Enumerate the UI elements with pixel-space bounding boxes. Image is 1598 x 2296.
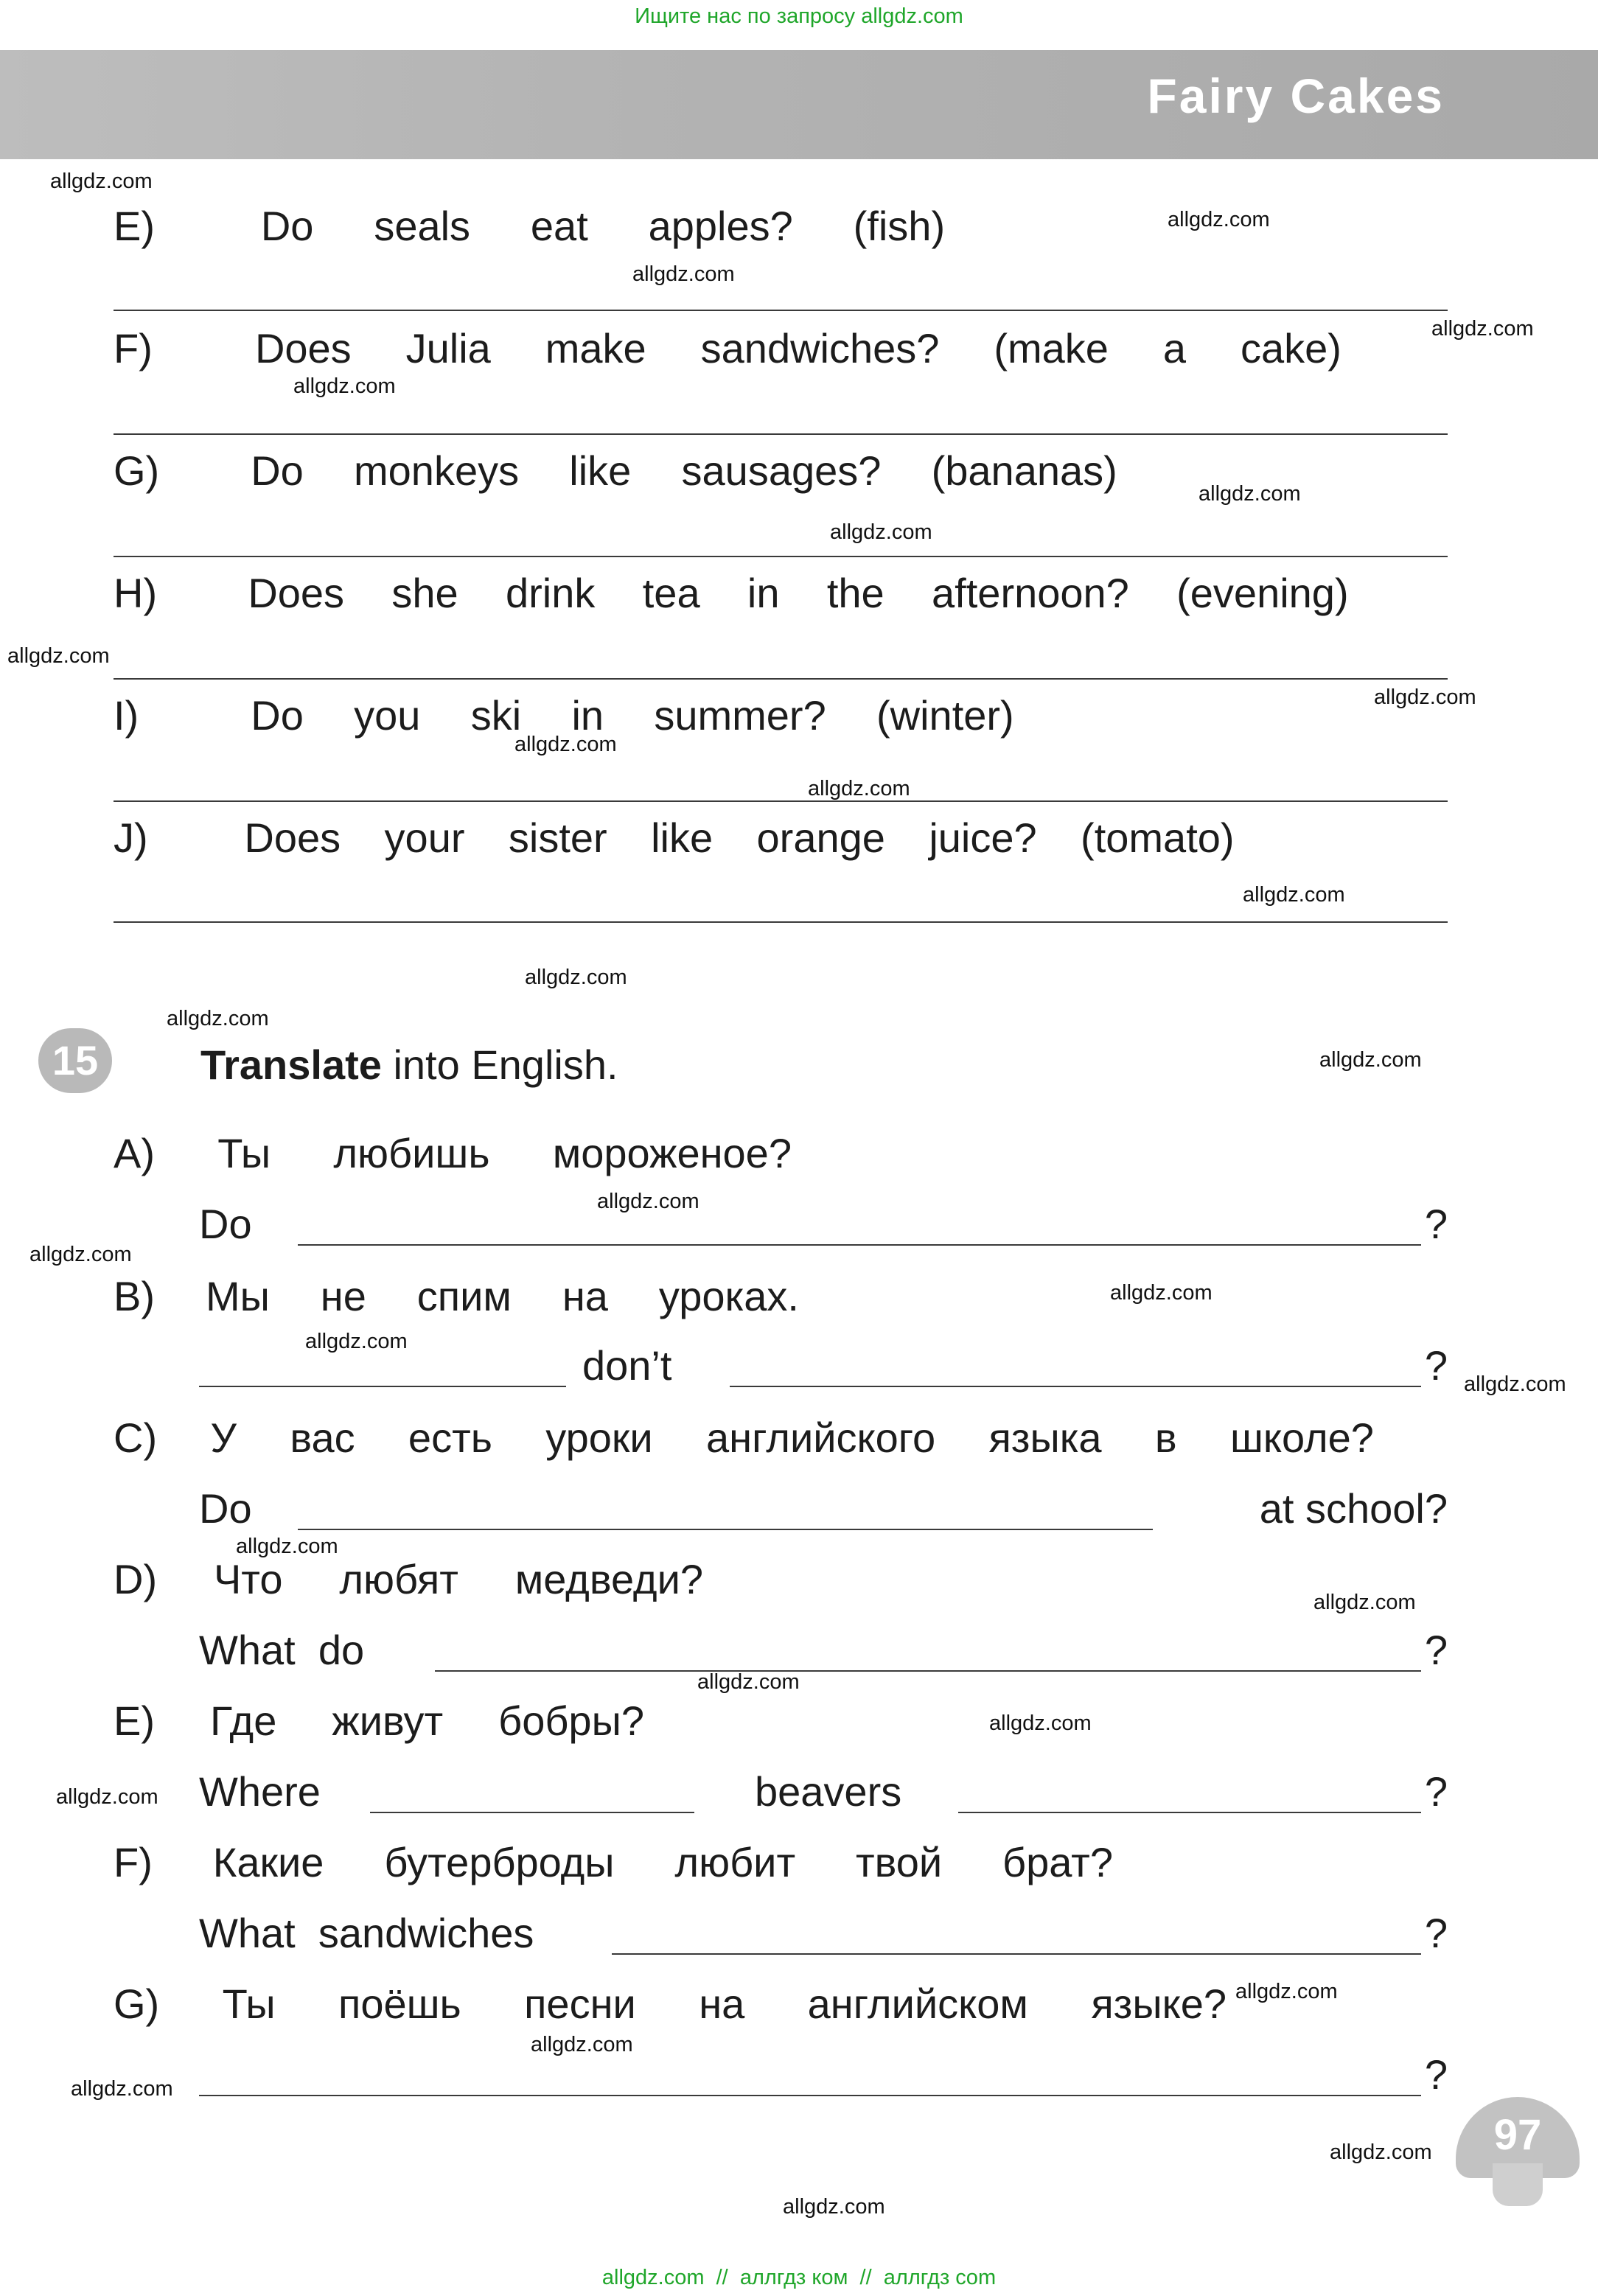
watermark: allgdz.com bbox=[1198, 482, 1301, 506]
word: summer? bbox=[654, 692, 826, 739]
word: like bbox=[569, 447, 632, 494]
exercise-instruction bbox=[200, 1039, 618, 1091]
word: уроки bbox=[545, 1414, 653, 1461]
task-letter: B) bbox=[114, 1273, 155, 1319]
question-letter: G) bbox=[114, 447, 160, 494]
question-i bbox=[114, 690, 1448, 742]
question-letter: F) bbox=[114, 325, 153, 371]
word: tea bbox=[642, 570, 700, 616]
word: sandwiches? bbox=[700, 325, 940, 371]
answer-start: Do bbox=[199, 1201, 252, 1247]
word: уроках. bbox=[658, 1273, 799, 1319]
answer-blank[interactable] bbox=[958, 1812, 1421, 1813]
question-letter: J) bbox=[114, 814, 148, 861]
watermark: allgdz.com bbox=[1330, 2140, 1432, 2164]
word: Julia bbox=[405, 325, 491, 371]
exercise-number-badge: 15 bbox=[38, 1028, 112, 1093]
word: не bbox=[320, 1273, 366, 1319]
watermark: allgdz.com bbox=[56, 1785, 158, 1809]
instruction-verb: Translate bbox=[200, 1041, 382, 1088]
task-f-russian bbox=[114, 1837, 1448, 1888]
page-number-badge bbox=[1456, 2097, 1580, 2208]
word: на bbox=[562, 1273, 608, 1319]
word: (winter) bbox=[876, 692, 1014, 739]
watermark: allgdz.com bbox=[1464, 1372, 1566, 1396]
watermark: allgdz.com bbox=[167, 1007, 269, 1030]
word: песни bbox=[524, 1981, 636, 2027]
word: Does bbox=[244, 814, 341, 861]
word: живут bbox=[332, 1697, 444, 1744]
word: на bbox=[699, 1981, 745, 2027]
word: У bbox=[210, 1414, 237, 1461]
watermark: allgdz.com bbox=[1319, 1048, 1422, 1072]
task-c-answer bbox=[199, 1483, 1448, 1535]
word: orange bbox=[756, 814, 885, 861]
watermark: allgdz.com bbox=[293, 374, 396, 398]
top-link[interactable]: Ищите нас по запросу allgdz.com bbox=[635, 4, 963, 28]
page-number: 97 bbox=[1493, 2111, 1542, 2159]
word: бутерброды bbox=[384, 1839, 615, 1885]
watermark: allgdz.com bbox=[632, 262, 735, 286]
task-a-russian bbox=[114, 1128, 1448, 1179]
watermark: allgdz.com bbox=[1431, 317, 1534, 341]
word: she bbox=[391, 570, 458, 616]
word: you bbox=[354, 692, 421, 739]
watermark: allgdz.com bbox=[514, 733, 617, 756]
word: Какие bbox=[212, 1839, 324, 1885]
answer-blank[interactable] bbox=[612, 1953, 1421, 1955]
word: английского bbox=[706, 1414, 936, 1461]
watermark: allgdz.com bbox=[1313, 1591, 1416, 1614]
word: английском bbox=[807, 1981, 1028, 2027]
word: eat bbox=[530, 203, 588, 249]
word: медведи? bbox=[514, 1556, 703, 1602]
word: juice? bbox=[929, 814, 1037, 861]
word: Где bbox=[209, 1697, 277, 1744]
task-letter: C) bbox=[114, 1414, 158, 1461]
task-g-answer bbox=[199, 2049, 1448, 2101]
answer-blank[interactable] bbox=[199, 1386, 566, 1387]
word: вас bbox=[290, 1414, 355, 1461]
answer-end: ? bbox=[1424, 2051, 1448, 2098]
answer-line[interactable] bbox=[114, 556, 1448, 557]
answer-blank[interactable] bbox=[435, 1670, 1421, 1672]
watermark: allgdz.com bbox=[697, 1670, 800, 1694]
answer-blank[interactable] bbox=[298, 1244, 1421, 1246]
word: любишь bbox=[333, 1130, 490, 1176]
question-letter: I) bbox=[114, 692, 139, 739]
answer-blank[interactable] bbox=[298, 1529, 1153, 1530]
mushroom-stem-shape bbox=[1493, 2163, 1543, 2206]
question-j bbox=[114, 812, 1448, 864]
word: make bbox=[545, 325, 646, 371]
word: Do bbox=[260, 203, 314, 249]
watermark: allgdz.com bbox=[989, 1711, 1092, 1735]
word: a bbox=[1162, 325, 1187, 371]
word: Does bbox=[248, 570, 345, 616]
task-letter: E) bbox=[114, 1697, 155, 1744]
watermark: allgdz.com bbox=[71, 2077, 173, 2101]
answer-end: ? bbox=[1424, 1910, 1448, 1956]
word: afternoon? bbox=[932, 570, 1129, 616]
answer-line[interactable] bbox=[114, 433, 1448, 435]
task-a-answer bbox=[199, 1198, 1448, 1250]
word: (tomato) bbox=[1081, 814, 1235, 861]
answer-end: at school? bbox=[1259, 1485, 1448, 1532]
word: Do bbox=[251, 692, 304, 739]
word: твой bbox=[855, 1839, 943, 1885]
answer-blank[interactable] bbox=[370, 1812, 694, 1813]
task-c-russian bbox=[114, 1412, 1448, 1464]
watermark: allgdz.com bbox=[808, 777, 910, 800]
answer-start: Do bbox=[199, 1485, 252, 1532]
word: apples? bbox=[648, 203, 793, 249]
answer-line[interactable] bbox=[114, 921, 1448, 923]
task-b-russian bbox=[114, 1271, 1448, 1322]
watermark: allgdz.com bbox=[7, 644, 110, 668]
word: любят bbox=[339, 1556, 458, 1602]
watermark: allgdz.com bbox=[1168, 208, 1270, 231]
watermark: allgdz.com bbox=[525, 966, 627, 989]
watermark: allgdz.com bbox=[305, 1330, 408, 1353]
answer-blank[interactable] bbox=[730, 1386, 1421, 1387]
word: Что bbox=[213, 1556, 283, 1602]
watermark: allgdz.com bbox=[50, 170, 153, 193]
watermark: allgdz.com bbox=[597, 1190, 699, 1213]
answer-start: Where bbox=[199, 1768, 321, 1815]
instruction-text: into English. bbox=[381, 1041, 618, 1088]
task-letter: G) bbox=[114, 1981, 160, 2027]
word: поёшь bbox=[338, 1981, 461, 2027]
word: Do bbox=[251, 447, 304, 494]
word: есть bbox=[408, 1414, 492, 1461]
word: бобры? bbox=[498, 1697, 644, 1744]
bottom-links[interactable]: allgdz.com // аллгдз ком // аллгдз com bbox=[601, 2266, 997, 2289]
word: in bbox=[747, 570, 780, 616]
word: языка bbox=[988, 1414, 1102, 1461]
word: Does bbox=[254, 325, 352, 371]
word: sausages? bbox=[681, 447, 882, 494]
task-f-answer bbox=[199, 1908, 1448, 1959]
word: любит bbox=[674, 1839, 796, 1885]
question-h bbox=[114, 568, 1448, 619]
word: Мы bbox=[205, 1273, 270, 1319]
answer-blank[interactable] bbox=[199, 2095, 1421, 2096]
word: мороженое? bbox=[552, 1130, 792, 1176]
word: (fish) bbox=[853, 203, 946, 249]
answer-line[interactable] bbox=[114, 800, 1448, 802]
word: (bananas) bbox=[931, 447, 1117, 494]
watermark: allgdz.com bbox=[1235, 1980, 1338, 2003]
word: (evening) bbox=[1176, 570, 1349, 616]
word: the bbox=[826, 570, 885, 616]
task-letter: A) bbox=[114, 1130, 155, 1176]
answer-end: ? bbox=[1424, 1768, 1448, 1815]
word: языке? bbox=[1091, 1981, 1227, 2027]
word: drink bbox=[506, 570, 596, 616]
task-e-answer bbox=[199, 1766, 1448, 1818]
word: брат? bbox=[1002, 1839, 1113, 1885]
task-letter: D) bbox=[114, 1556, 158, 1602]
word: Ты bbox=[217, 1130, 271, 1176]
answer-line[interactable] bbox=[114, 310, 1448, 311]
task-d-russian bbox=[114, 1554, 1448, 1605]
word: cake) bbox=[1241, 325, 1341, 371]
word: в bbox=[1154, 1414, 1177, 1461]
answer-line[interactable] bbox=[114, 678, 1448, 680]
watermark: allgdz.com bbox=[236, 1535, 338, 1558]
watermark: allgdz.com bbox=[1374, 685, 1476, 709]
answer-end: ? bbox=[1424, 1627, 1448, 1673]
word: ski bbox=[470, 692, 522, 739]
word: (make bbox=[994, 325, 1109, 371]
word: школе? bbox=[1229, 1414, 1374, 1461]
word: in bbox=[571, 692, 604, 739]
question-f bbox=[114, 323, 1448, 374]
task-e-russian bbox=[114, 1695, 1448, 1747]
answer-middle: beavers bbox=[755, 1768, 902, 1815]
question-letter: E) bbox=[114, 203, 155, 249]
task-letter: F) bbox=[114, 1839, 153, 1885]
watermark: allgdz.com bbox=[1243, 883, 1345, 907]
watermark: allgdz.com bbox=[830, 520, 932, 544]
watermark: allgdz.com bbox=[783, 2195, 885, 2219]
word: your bbox=[384, 814, 465, 861]
watermark: allgdz.com bbox=[1110, 1281, 1213, 1305]
page-title: Fairy Cakes bbox=[1147, 69, 1445, 123]
answer-start: What sandwiches bbox=[199, 1910, 534, 1956]
word: like bbox=[651, 814, 713, 861]
watermark: allgdz.com bbox=[29, 1243, 132, 1266]
word: seals bbox=[374, 203, 471, 249]
answer-start: What do bbox=[199, 1627, 365, 1673]
answer-middle: don’t bbox=[582, 1342, 672, 1389]
question-letter: H) bbox=[114, 570, 158, 616]
answer-end: ? bbox=[1424, 1342, 1448, 1389]
task-d-answer bbox=[199, 1625, 1448, 1676]
word: спим bbox=[416, 1273, 512, 1319]
word: monkeys bbox=[354, 447, 520, 494]
answer-end: ? bbox=[1424, 1201, 1448, 1247]
word: Ты bbox=[222, 1981, 276, 2027]
word: sister bbox=[508, 814, 607, 861]
watermark: allgdz.com bbox=[531, 2033, 633, 2056]
